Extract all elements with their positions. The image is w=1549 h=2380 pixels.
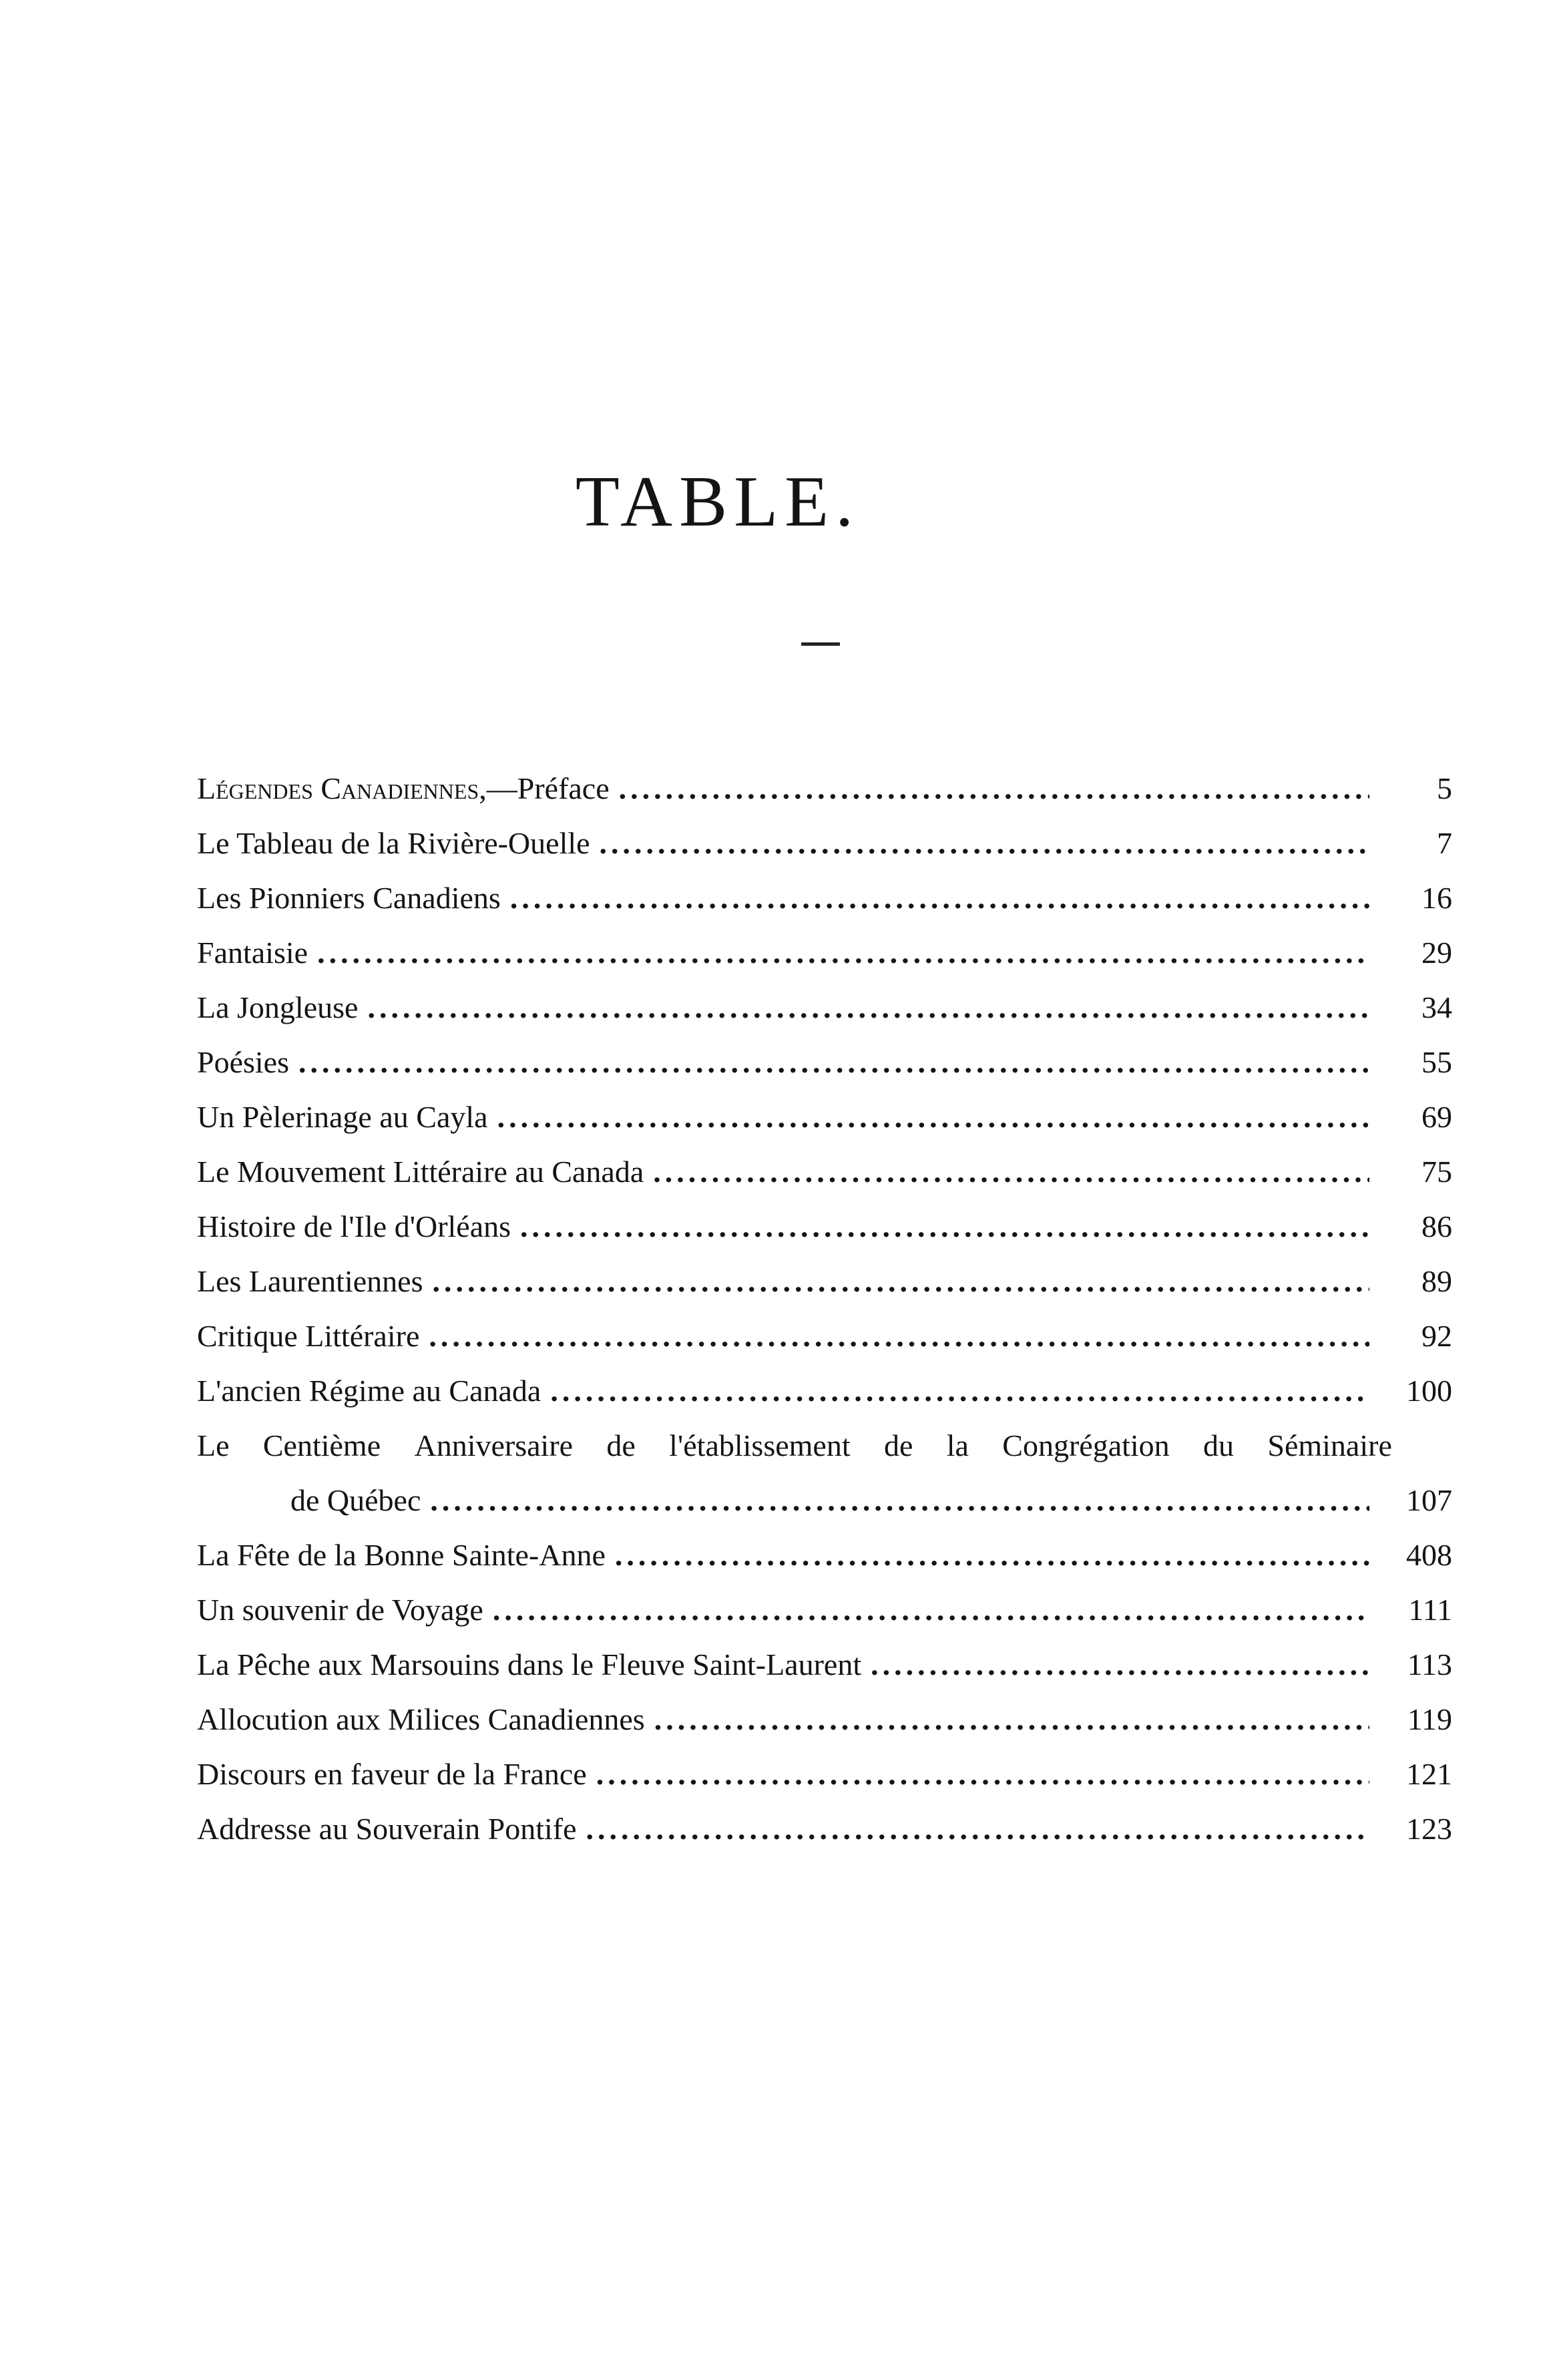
toc-entry — [197, 1145, 1452, 1199]
dot-leader — [654, 1692, 1369, 1747]
toc-page-number: 111 — [1408, 1593, 1452, 1627]
toc-page-number: 69 — [1421, 1100, 1452, 1134]
dot-leader — [596, 1747, 1369, 1802]
toc-entry-label: Les Pionniers Canadiens — [197, 881, 501, 915]
dot-leader — [430, 1473, 1369, 1528]
toc-entry-label-continued: de Québec — [290, 1483, 421, 1517]
dot-leader — [510, 871, 1369, 926]
dot-leader — [493, 1583, 1369, 1637]
dot-leader — [317, 926, 1369, 980]
toc-page-number: 121 — [1406, 1757, 1452, 1791]
dot-leader — [429, 1309, 1369, 1364]
page-title: TABLE. — [575, 462, 861, 542]
dot-leader — [497, 1090, 1369, 1145]
toc-page-number: 100 — [1406, 1374, 1452, 1408]
toc-entry-label: L'ancien Régime au Canada — [197, 1374, 541, 1408]
toc-page-number: 5 — [1437, 771, 1452, 805]
toc-entry — [197, 1309, 1452, 1364]
toc-page-number: 86 — [1421, 1209, 1452, 1243]
toc-entry — [197, 980, 1452, 1035]
table-of-contents — [197, 761, 1452, 1856]
toc-entry — [197, 761, 1452, 816]
dot-leader — [520, 1199, 1369, 1254]
dot-leader — [586, 1802, 1370, 1856]
toc-entry-label: Critique Littéraire — [197, 1319, 420, 1353]
toc-page-number: 107 — [1406, 1483, 1452, 1517]
toc-entry — [197, 1254, 1452, 1309]
toc-entry-label: Allocution aux Milices Canadiennes — [197, 1702, 645, 1736]
toc-page-number: 55 — [1421, 1045, 1452, 1079]
toc-page-number: 408 — [1406, 1538, 1452, 1572]
toc-entry-label: Le Tableau de la Rivière-Ouelle — [197, 826, 590, 860]
toc-entry-label: Le Mouvement Littéraire au Canada — [197, 1155, 644, 1189]
toc-entry — [197, 1747, 1452, 1802]
toc-entry-label: Un souvenir de Voyage — [197, 1593, 483, 1627]
toc-entry-multiline-first — [197, 1418, 1452, 1473]
toc-entry-label: Poésies — [197, 1045, 289, 1079]
toc-entry — [197, 1637, 1452, 1692]
toc-page-number: 119 — [1407, 1702, 1452, 1736]
dot-leader — [432, 1254, 1369, 1309]
toc-entry — [197, 1090, 1452, 1145]
toc-entry — [197, 1035, 1452, 1090]
toc-page-number: 75 — [1421, 1155, 1452, 1189]
toc-entry — [197, 816, 1452, 871]
toc-entry-label: Discours en faveur de la France — [197, 1757, 587, 1791]
toc-page-number: 34 — [1421, 990, 1452, 1024]
toc-entry — [197, 1364, 1452, 1418]
dot-leader — [550, 1364, 1369, 1418]
toc-entry — [197, 1528, 1452, 1583]
toc-page-number: 89 — [1421, 1264, 1452, 1298]
toc-entry-label: Le Centième Anniversaire de l'établissement de la Congrégation du Séminaire — [197, 1428, 1392, 1462]
toc-entry — [197, 1692, 1452, 1747]
toc-entry-label: La Pêche aux Marsouins dans le Fleuve Saint-Laurent — [197, 1647, 862, 1681]
dot-leader — [600, 816, 1369, 871]
toc-page-number: 29 — [1421, 936, 1452, 970]
title-rule — [801, 642, 840, 646]
toc-entry — [197, 1802, 1452, 1856]
toc-entry-label: Addresse au Souverain Pontife — [197, 1812, 577, 1846]
dot-leader — [653, 1145, 1369, 1199]
toc-entry-label: Légendes Canadiennes,—Préface — [197, 771, 610, 805]
toc-page-number: 92 — [1421, 1319, 1452, 1353]
toc-entry-label: Un Pèlerinage au Cayla — [197, 1100, 488, 1134]
dot-leader — [298, 1035, 1369, 1090]
toc-entry — [197, 1583, 1452, 1637]
toc-entry-label: La Jongleuse — [197, 990, 359, 1024]
dot-leader — [619, 761, 1369, 816]
toc-entry-label: Fantaisie — [197, 936, 308, 970]
toc-entry-label: La Fête de la Bonne Sainte-Anne — [197, 1538, 606, 1572]
toc-entry-multiline-second — [197, 1473, 1452, 1528]
dot-leader — [367, 980, 1369, 1035]
toc-page-number: 16 — [1421, 881, 1452, 915]
toc-page-number: 113 — [1407, 1647, 1452, 1681]
toc-entry-label: Histoire de l'Ile d'Orléans — [197, 1209, 511, 1243]
dot-leader — [871, 1637, 1369, 1692]
toc-entry — [197, 926, 1452, 980]
toc-page-number: 123 — [1406, 1812, 1452, 1846]
toc-entry-label: Les Laurentiennes — [197, 1264, 423, 1298]
toc-entry — [197, 871, 1452, 926]
dot-leader — [615, 1528, 1369, 1583]
toc-entry — [197, 1199, 1452, 1254]
toc-page-number: 7 — [1437, 826, 1452, 860]
